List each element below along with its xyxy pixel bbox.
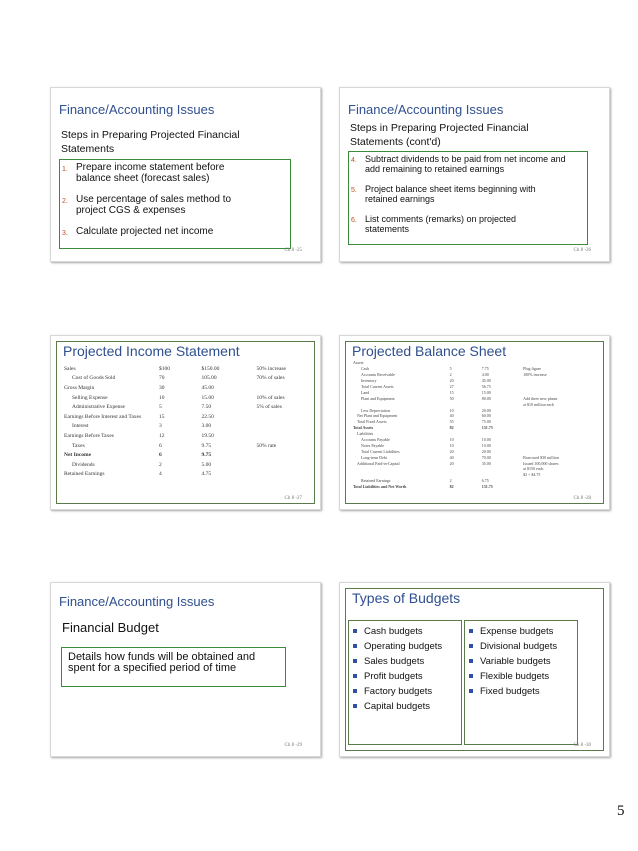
table-cell: 10.00 <box>481 442 491 448</box>
table-row <box>64 470 314 480</box>
bullet-icon <box>469 674 473 678</box>
table-cell: Cost of Goods Sold <box>72 375 116 382</box>
table-cell: 56.75 <box>481 384 491 389</box>
table-cell: 20.00 <box>481 448 491 454</box>
table-cell: 20 <box>449 460 454 466</box>
table-cell: 12 <box>159 432 165 439</box>
table-cell <box>257 450 315 460</box>
slide-footer: Ch 8 -26 <box>573 248 591 253</box>
table-cell: 45.00 <box>201 384 214 391</box>
slide-footer: Ch 8 -25 <box>284 248 302 253</box>
table-cell: Less Depreciation <box>361 407 390 413</box>
slide-footer: Ch 8 -27 <box>284 496 302 501</box>
list-item: Variable budgets <box>469 654 577 669</box>
list-item: Expense budgets <box>469 624 577 639</box>
table-cell: Total Liabilities and Net Worth <box>353 484 407 490</box>
slide-footer: Ch 8 -28 <box>573 496 591 501</box>
table-row <box>64 460 314 470</box>
list-item: Cash budgets <box>353 624 461 639</box>
table-cell <box>257 431 315 441</box>
page-number: 5 <box>617 803 625 819</box>
table-cell: 20 <box>449 448 454 454</box>
table-cell: 2 <box>449 372 452 378</box>
table-cell: 4.75 <box>201 471 212 478</box>
bullet-icon <box>469 644 473 648</box>
table-cell: 5% of sales <box>256 404 282 411</box>
table-cell: 5 <box>159 404 162 411</box>
list-item: Flexible budgets <box>469 669 577 684</box>
table-cell: 45.00 <box>481 378 491 384</box>
table-cell: 15 <box>449 389 454 395</box>
slide-heading: Financial Budget <box>62 620 159 635</box>
list-item: 2. Use percentage of sales method to project CGS & expenses <box>62 194 232 216</box>
table-cell: $150.00 <box>201 365 220 372</box>
table-cell: Interest <box>72 423 89 430</box>
list-item: Operating budgets <box>353 639 461 654</box>
table-cell: Accounts Receivable <box>361 372 395 378</box>
table-cell: Net Plant and Equipment <box>357 413 398 419</box>
slide-footer: Ch 8 -30 <box>573 743 591 748</box>
table-cell: 70.00 <box>481 454 491 460</box>
table-cell: 131.75 <box>481 425 493 431</box>
table-cell: 6 <box>159 442 162 449</box>
table-row <box>353 484 583 490</box>
income-statement-table <box>64 364 314 479</box>
budgets-right-box <box>464 620 578 745</box>
slide-subtitle: Steps in Preparing Projected Financial Statements (cont'd) <box>350 122 529 148</box>
table-cell: Issued 100,000 shares <box>523 460 559 466</box>
bullet-icon <box>353 629 357 633</box>
table-row <box>64 374 314 384</box>
list-item: 5. Project balance sheet items beginning with retained earnings <box>351 184 536 204</box>
table-row <box>64 450 314 460</box>
table-cell: 5.00 <box>201 461 212 468</box>
table-cell: 4.00 <box>481 372 489 378</box>
table-cell: Notes Payable <box>361 442 384 448</box>
slide-title: Projected Balance Sheet <box>352 343 507 359</box>
slide-title: Finance/Accounting Issues <box>348 102 504 117</box>
definition-box <box>61 647 286 687</box>
budgets-left-box <box>348 620 462 745</box>
table-cell: 50% rate <box>256 442 277 449</box>
steps-box <box>59 159 291 249</box>
table-cell: 22.50 <box>201 413 214 420</box>
table-cell: 15 <box>159 413 165 420</box>
list-item: Capital budgets <box>353 699 461 714</box>
table-cell: 55 <box>449 419 454 425</box>
table-cell: Taxes <box>72 442 85 449</box>
bullet-icon <box>353 644 357 648</box>
bullet-icon <box>469 689 473 693</box>
budgets-left-list <box>353 624 461 714</box>
table-cell: Total Current Liabilities <box>361 448 400 454</box>
table-cell: Total Assets <box>353 425 374 431</box>
slide-3 <box>50 335 321 510</box>
bullet-icon <box>353 659 357 663</box>
table-row <box>64 431 314 441</box>
slide-2 <box>339 87 610 262</box>
table-cell: Liabilities <box>357 431 374 437</box>
table-cell: 19.50 <box>201 432 214 439</box>
table-cell: Selling Expense <box>72 394 108 401</box>
list-item: 3. Calculate projected net income <box>62 226 214 237</box>
table-cell: 20 <box>449 378 454 384</box>
table-cell <box>257 460 315 470</box>
table-row <box>64 422 314 432</box>
table-cell: 50% increase <box>256 365 286 372</box>
slide-title: Finance/Accounting Issues <box>59 594 215 609</box>
table-cell: Administrative Expense <box>72 404 126 411</box>
table-cell: 10 <box>449 437 454 443</box>
table-cell: Total Current Assets <box>361 384 394 389</box>
table-row <box>64 441 314 451</box>
table-cell: 40 <box>449 454 454 460</box>
table-cell: Additional Paid-in-Capital <box>357 460 400 466</box>
table-cell: 40 <box>449 413 454 419</box>
table-cell: Retained Earnings <box>64 471 105 478</box>
list-item: Profit budgets <box>353 669 461 684</box>
slide-footer: Ch 8 -29 <box>284 743 302 748</box>
steps-box <box>348 151 588 245</box>
table-cell: 50 <box>449 395 454 401</box>
table-cell: 10.00 <box>481 437 491 443</box>
table-cell: 75.00 <box>481 419 491 425</box>
table-cell <box>257 383 315 393</box>
table-cell: Earnings Before Interest and Taxes <box>64 413 142 420</box>
steps-list <box>60 162 290 237</box>
table-cell: 7.75 <box>481 366 489 372</box>
table-cell: 15.00 <box>201 394 214 401</box>
table-cell: 27 <box>449 384 454 389</box>
table-row <box>64 412 314 422</box>
table-cell: Accounts Payable <box>361 437 390 443</box>
slide-title: Types of Budgets <box>352 590 461 606</box>
table-cell: Add three new plants <box>523 395 558 401</box>
list-item: Divisional budgets <box>469 639 577 654</box>
table-row <box>64 383 314 393</box>
table-cell: 20.00 <box>481 407 491 413</box>
slide-4 <box>339 335 610 510</box>
table-cell: Retained Earnings <box>361 478 391 484</box>
balance-sheet-table <box>353 360 583 490</box>
list-item: 6. List comments (remarks) on projected statements <box>351 214 517 234</box>
table-cell: 35.00 <box>481 460 491 466</box>
table-cell: 3.00 <box>201 423 212 430</box>
table-cell: 10 <box>449 407 454 413</box>
bullet-icon <box>469 659 473 663</box>
table-cell: 6 <box>159 452 162 459</box>
table-cell: 70 <box>159 375 165 382</box>
table-row <box>64 402 314 412</box>
table-cell: $100 <box>159 365 170 372</box>
slide-title: Projected Income Statement <box>63 343 240 359</box>
table-cell: Sales <box>64 365 76 372</box>
slide-title: Finance/Accounting Issues <box>59 102 215 117</box>
table-cell: 5 <box>449 366 452 372</box>
table-cell: Dividends <box>72 461 95 468</box>
table-cell: 30 <box>159 384 165 391</box>
table-cell: 9.75 <box>201 452 212 459</box>
table-cell: 6.75 <box>481 478 489 484</box>
table-cell <box>257 470 315 480</box>
table-cell: Cash <box>361 366 369 372</box>
table-cell: 15.00 <box>481 389 491 395</box>
table-cell: Net Income <box>64 452 92 459</box>
table-cell: Gross Margin <box>64 384 95 391</box>
list-item: Factory budgets <box>353 684 461 699</box>
table-cell: 60.00 <box>481 413 491 419</box>
table-cell: Assets <box>353 360 364 366</box>
table-cell: Borrowed $30 million <box>523 454 559 460</box>
list-item: Fixed budgets <box>469 684 577 699</box>
bullet-icon <box>353 704 357 708</box>
table-cell: 10 <box>159 394 165 401</box>
list-item: 1. Prepare income statement before balance sheet (forecast sales) <box>62 162 225 184</box>
table-cell: 131.75 <box>481 484 493 490</box>
table-row <box>64 364 314 374</box>
list-item: 4. Subtract dividends to be paid from net income and add remaining to retained earnings <box>351 154 566 174</box>
table-cell: Land <box>361 389 370 395</box>
bullet-icon <box>353 674 357 678</box>
table-cell <box>523 484 583 490</box>
table-cell: 2 <box>159 461 162 468</box>
table-cell: 105.00 <box>201 375 217 382</box>
table-cell: 100% increase <box>523 372 547 378</box>
table-cell: at $150 each <box>523 466 544 472</box>
table-cell: 10 <box>449 442 454 448</box>
slide-5 <box>50 582 321 757</box>
table-cell <box>257 422 315 432</box>
budgets-right-list <box>469 624 577 699</box>
table-cell: 70% of sales <box>256 375 285 382</box>
bullet-icon <box>469 629 473 633</box>
definition-text: Details how funds will be obtained and spent for a specified period of time <box>68 651 256 674</box>
table-cell: Total Fixed Assets <box>357 419 387 425</box>
table-cell: $2 + $4.75 <box>523 472 541 478</box>
table-row <box>64 393 314 403</box>
table-cell: 2 <box>449 478 452 484</box>
table-cell: Plant and Equipment <box>361 395 395 401</box>
slide-6 <box>339 582 610 757</box>
table-cell: Long-term Debt <box>361 454 387 460</box>
table-cell <box>257 412 315 422</box>
table-cell: 9.75 <box>201 442 212 449</box>
table-cell: 82 <box>449 425 454 431</box>
table-cell: Earnings Before Taxes <box>64 432 114 439</box>
list-item: Sales budgets <box>353 654 461 669</box>
table-cell: at $10 million each <box>523 401 554 407</box>
slide-subtitle: Steps in Preparing Projected Financial Statements <box>61 129 240 155</box>
table-cell: 7.50 <box>201 404 212 411</box>
table-cell: Plug figure <box>523 366 542 372</box>
table-cell: 4 <box>159 471 162 478</box>
table-cell: Inventory <box>361 378 377 384</box>
bullet-icon <box>353 689 357 693</box>
slide-1 <box>50 87 321 262</box>
table-cell: 3 <box>159 423 162 430</box>
table-cell: 82 <box>449 484 454 490</box>
table-cell: 10% of sales <box>256 394 285 401</box>
table-cell: 80.00 <box>481 395 491 401</box>
steps-list <box>349 154 587 234</box>
